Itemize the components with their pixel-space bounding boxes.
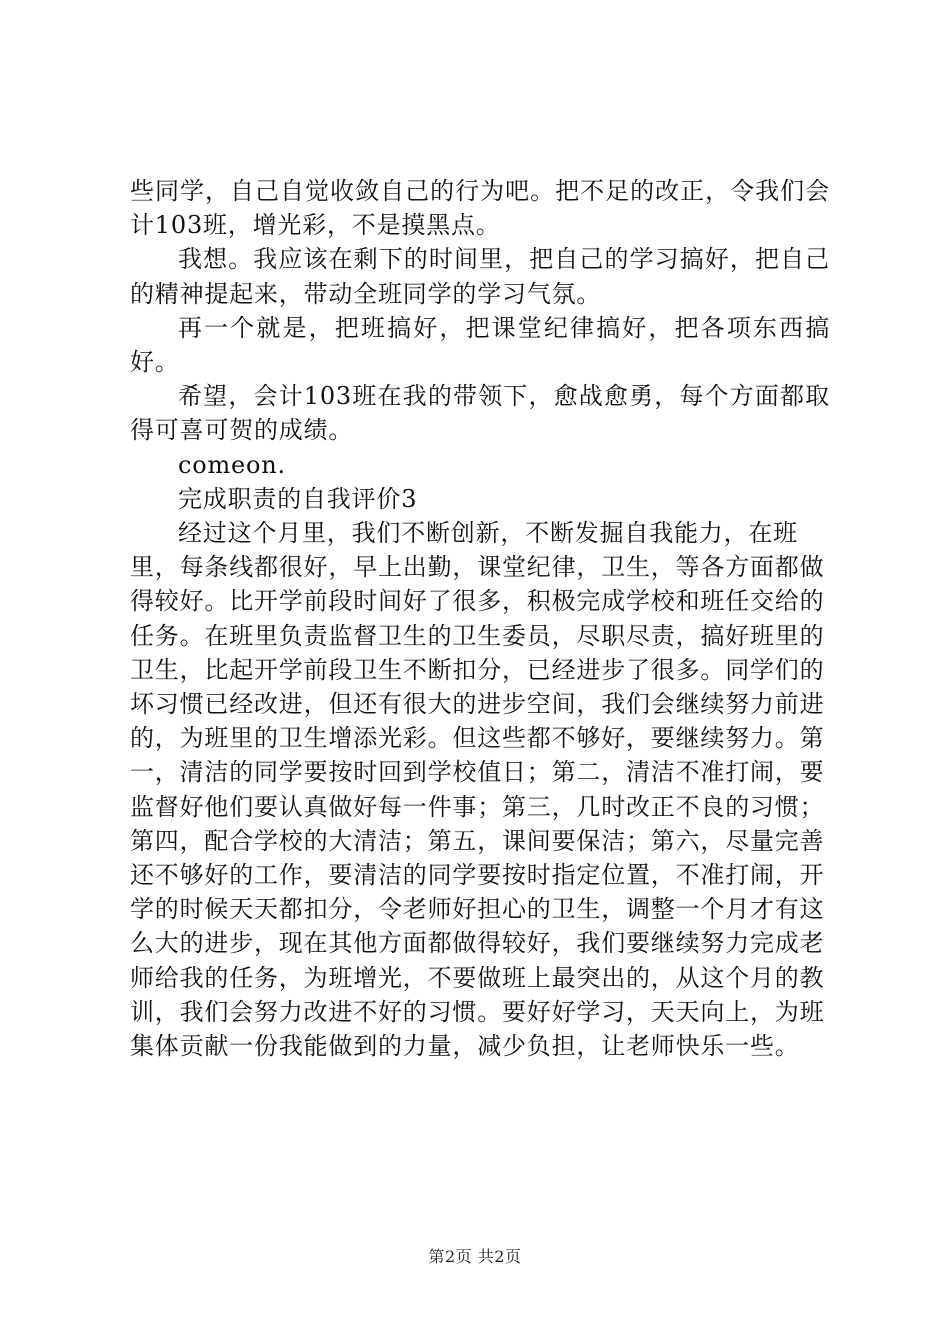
paragraph-hope: 希望，会计103班在我的带领下，愈战愈勇，每个方面都取得可喜可贺的成绩。	[130, 382, 830, 445]
paragraph-continuation: 些同学，自己自觉收敛自己的行为吧。把不足的改正，令我们会计103班，增光彩，不是摸黑点。	[130, 177, 830, 240]
paragraph-study: 我想。我应该在剩下的时间里，把自己的学习搞好，把自己的精神提起来，带动全班同学的学习气氛。	[130, 245, 830, 308]
paragraph-comeon: comeon.	[178, 450, 286, 479]
section-heading: 完成职责的自我评价3	[178, 484, 418, 513]
paragraph-class-discipline: 再一个就是，把班搞好，把课堂纪律搞好，把各项东西搞好。	[130, 313, 830, 377]
paragraph-self-evaluation: 经过这个月里，我们不断创新，不断发掘自我能力，在班里，每条线都很好，早上出勤，课堂纪律，卫生，等各方面都做得较好。比开学前段时间好了很多，积极完成学校和班任交给的任务。在班里负责监督卫生的卫生委员，尽职尽责，搞好班里的卫生，比起开学前段卫生不断扣分，已经进步了很多。同学们的坏习惯已经改进，但还有很大的进步空间，我们会继续努力前进的，为班里的卫生增添光彩。但这些都不够好，要继续努力。第一，清洁的同学要按时回到学校值日；第二，清洁不准打闹，要监督好他们要认真做好每一件事；第三，几时改正不良的习惯；第四，配合学校的大清洁；第五，课间要保洁；第六，尽量完善还不够好的工作，要清洁的同学要按时指定位置，不准打闹，开学的时候天天都扣分，令老师好担心的卫生，调整一个月才有这么大的进步，现在其他方面都做得较好，我们要继续努力完成老师给我的任务，为班增光，不要做班上最突出的，从这个月的教训，我们会努力改进不好的习惯。要好好学习，天天向上，为班集体贡献一份我能做到的力量，减少负担，让老师快乐一些。	[130, 519, 825, 1061]
document-body	[130, 174, 830, 1063]
page-footer: 第2页 共2页	[428, 1247, 522, 1266]
